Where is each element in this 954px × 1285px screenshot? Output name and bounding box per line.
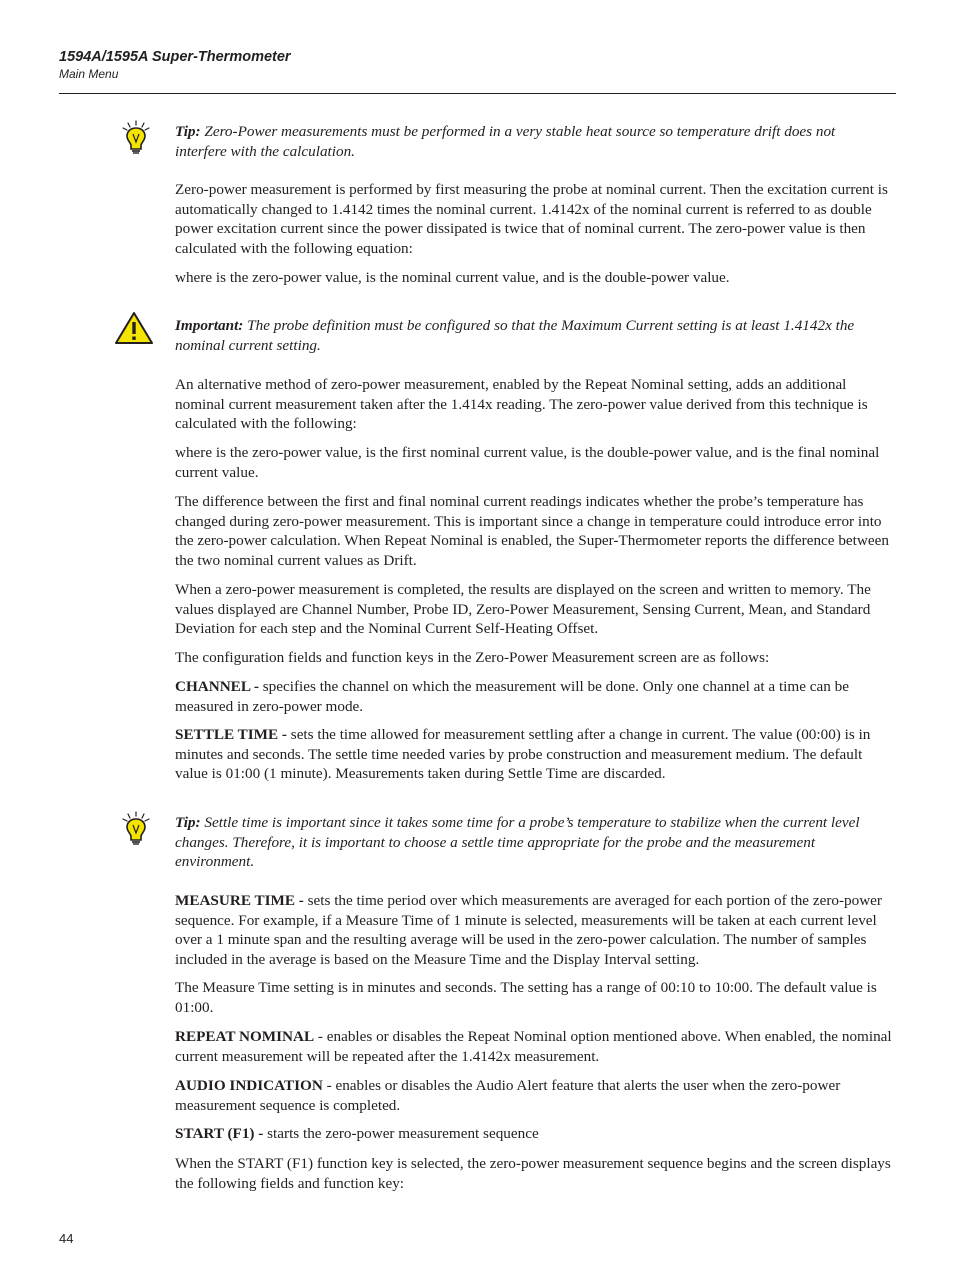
start-key-label: START (F1) - — [175, 1125, 264, 1142]
settle-time-description — [175, 725, 897, 784]
channel-label: CHANNEL - — [175, 678, 259, 695]
tip-note — [175, 122, 875, 161]
audio-indication-label: AUDIO INDICATION — [175, 1077, 323, 1094]
tip-text: Settle time is important since it takes some time for a probe’s temperature to stabilize when the current level changes. Therefore, it is important to choose a settle time appropriate for the probe and the measurement environment. — [175, 814, 860, 871]
tip-label: Tip: — [175, 814, 201, 831]
measure-time-range-paragraph — [175, 978, 897, 1017]
fields-intro-paragraph — [175, 648, 897, 668]
important-text: The probe definition must be configured so that the Maximum Current setting is at least 1.4142x the nominal current setting. — [175, 317, 855, 354]
alternative-method-text: An alternative method of zero-power measurement, enabled by the Repeat Nominal setting, adds an additional nominal current measurement taken after the 1.414x reading. The zero-power value derived from this technique is calculated with the following: — [175, 376, 868, 433]
drift-paragraph — [175, 492, 897, 570]
alternative-method-paragraph — [175, 375, 897, 434]
equation-where-text: where is the zero-power value, is the nominal current value, and is the double-power value. — [175, 269, 730, 286]
warning-triangle-icon — [114, 311, 154, 345]
audio-indication-description — [175, 1076, 897, 1115]
equation-explanation — [175, 268, 897, 288]
measure-time-text: sets the time period over which measurements are averaged for each portion of the zero-power sequence. For example, if a Measure Time of 1 minute is selected, measurements will be taken at each current level over a 1 minute span and the resulting average will be used in the zero-power calculation. The number of samples included in the average is based on the Measure Time and the Display Interval setting. — [175, 892, 882, 968]
channel-field-description — [175, 677, 897, 716]
start-key-description — [175, 1124, 897, 1144]
measure-time-label: MEASURE TIME - — [175, 892, 304, 909]
tip-label: Tip: — [175, 123, 201, 140]
results-text: When a zero-power measurement is completed, the results are displayed on the screen and written to memory. The values displayed are Channel Number, Probe ID, Zero-Power Measurement, Sensing Current, Mean, and Standard Deviation for each step and the Nominal Current Self-Heating Offset. — [175, 581, 871, 638]
repeat-nominal-text: - enables or disables the Repeat Nominal option mentioned above. When enabled, the nominal current measurement will be repeated after the 1.4142x measurement. — [175, 1028, 892, 1065]
lightbulb-icon — [121, 811, 151, 845]
alternative-equation-explanation — [175, 443, 897, 482]
results-paragraph — [175, 580, 897, 639]
start-key-text: starts the zero-power measurement sequence — [263, 1125, 539, 1142]
start-sequence-text: When the START (F1) function key is selected, the zero-power measurement sequence begins and the screen displays the following fields and function key: — [175, 1155, 891, 1192]
settle-time-text: sets the time allowed for measurement settling after a change in current. The value (00:00) is in minutes and seconds. The settle time needed varies by probe construction and measurement medium. The default value is 01:00 (1 minute). Measurements taken during Settle Time are discarded. — [175, 726, 871, 783]
intro-paragraph — [175, 180, 897, 258]
section-name: Main Menu — [59, 67, 119, 81]
measure-time-description — [175, 891, 897, 969]
important-note — [175, 316, 875, 355]
page-number: 44 — [59, 1231, 74, 1246]
tip-text: Zero-Power measurements must be performed in a very stable heat source so temperature drift does not interfere with the calculation. — [175, 123, 836, 160]
measure-time-range-text: The Measure Time setting is in minutes and seconds. The setting has a range of 00:10 to 10:00. The default value is 01:00. — [175, 979, 877, 1016]
page-header — [59, 48, 896, 82]
lightbulb-icon — [121, 120, 151, 154]
repeat-nominal-description — [175, 1027, 897, 1066]
header-rule — [59, 93, 896, 94]
drift-text: The difference between the first and final nominal current readings indicates whether the probe’s temperature has changed during zero-power measurement. This is important since a change in temperature could introduce error into the zero-power calculation. When Repeat Nominal is enabled, the Super-Thermometer reports the difference between the two nominal current values as Drift. — [175, 493, 889, 569]
document-title: 1594A/1595A Super-Thermometer — [59, 49, 291, 65]
settle-time-label: SETTLE TIME - — [175, 726, 287, 743]
channel-text: specifies the channel on which the measurement will be done. Only one channel at a time can be measured in zero-power mode. — [175, 678, 849, 715]
important-label: Important: — [175, 317, 244, 334]
repeat-nominal-label: REPEAT NOMINAL — [175, 1028, 315, 1045]
start-sequence-paragraph — [175, 1154, 897, 1193]
audio-indication-text: - enables or disables the Audio Alert feature that alerts the user when the zero-power measurement sequence is completed. — [175, 1077, 841, 1114]
zero-power-description: Zero-power measurement is performed by first measuring the probe at nominal current. Then the excitation current is automatically changed to 1.4142 times the nominal current. 1.4142x of the nominal current is referred to as double power excitation current since the power dissipated is twice that of nominal current. The zero-power value is then calculated with the following equation: — [175, 181, 888, 257]
alternative-where-text: where is the zero-power value, is the first nominal current value, is the double-power value, and is the final nominal current value. — [175, 444, 880, 481]
settle-tip-note — [175, 813, 865, 872]
fields-intro-text: The configuration fields and function keys in the Zero-Power Measurement screen are as follows: — [175, 649, 770, 666]
